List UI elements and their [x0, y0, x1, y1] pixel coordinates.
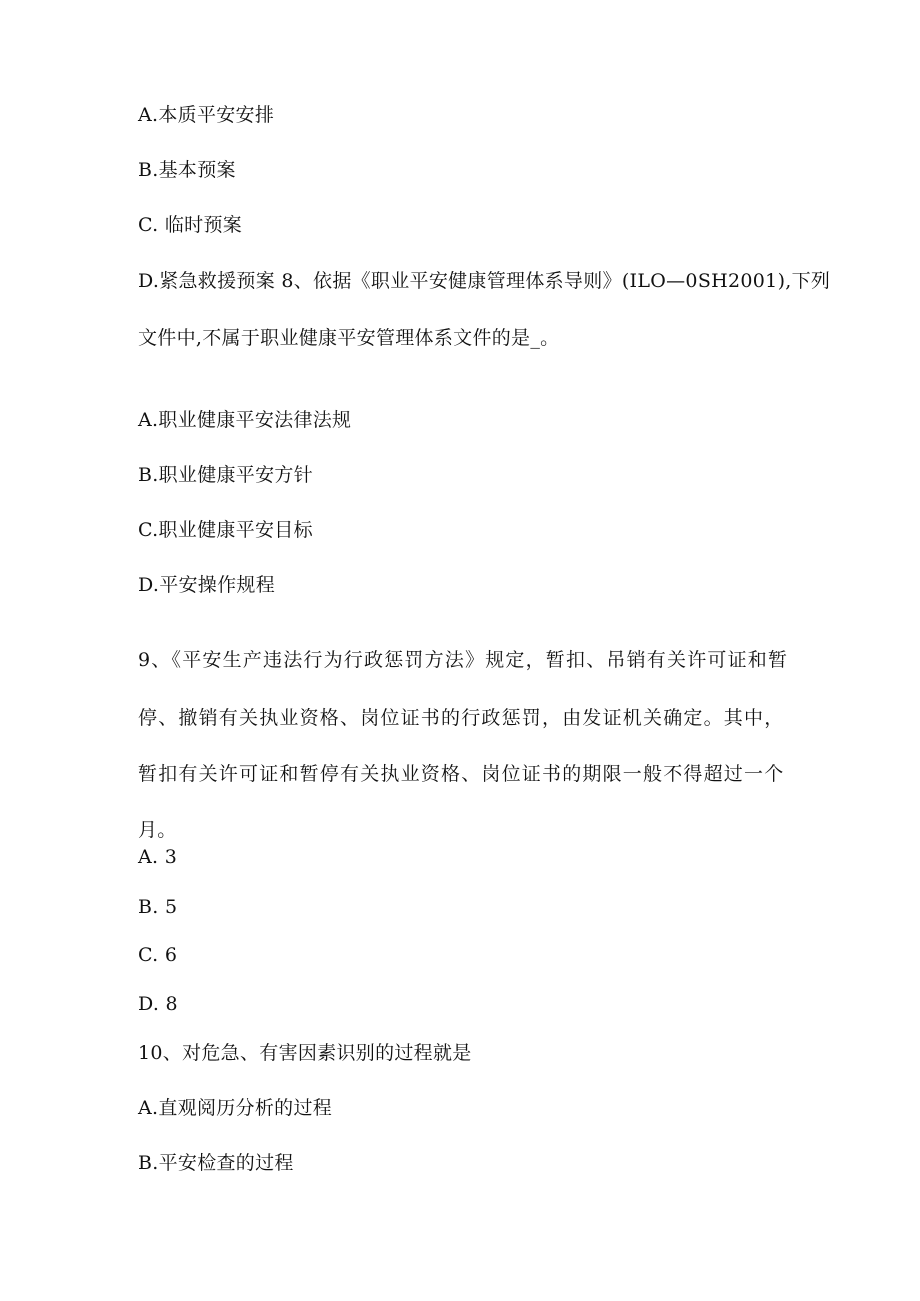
q8-option-c: C.职业健康平安目标 — [138, 519, 313, 541]
q10-option-a: A.直观阅历分析的过程 — [138, 1097, 333, 1119]
q7-option-a: A.本质平安安排 — [138, 104, 275, 126]
q7-option-c: C. 临时预案 — [138, 214, 243, 236]
q10-option-b: B.平安检查的过程 — [138, 1152, 294, 1174]
q8-option-d: D.平安操作规程 — [138, 574, 275, 596]
q8-stem-continued: 文件中,不属于职业健康平安管理体系文件的是_。 — [138, 327, 560, 349]
q7-option-b: B.基本预案 — [138, 159, 236, 181]
q9-option-b: B. 5 — [138, 896, 178, 918]
q9-stem-line-2: 停、撤销有关执业资格、岗位证书的行政惩罚，由发证机关确定。其中， — [138, 707, 785, 729]
q7-option-d-and-q8-stem: D.紧急救援预案 8、依据《职业平安健康管理体系导则》(ILO—0SH2001),下列 — [138, 270, 831, 292]
q9-stem-line-1: 9、《平安生产违法行为行政惩罚方法》规定，暂扣、吊销有关许可证和暂 — [138, 649, 789, 671]
q8-option-b: B.职业健康平安方针 — [138, 464, 314, 486]
q9-option-c: C. 6 — [138, 944, 178, 966]
q9-option-d: D. 8 — [138, 993, 178, 1015]
q9-stem-line-3: 暂扣有关许可证和暂停有关执业资格、岗位证书的期限一般不得超过一个 — [138, 763, 785, 785]
q9-stem-line-4: 月。 — [138, 819, 177, 841]
q9-option-a: A. 3 — [138, 846, 178, 868]
q8-option-a: A.职业健康平安法律法规 — [138, 409, 352, 431]
q10-stem: 10、对危急、有害因素识别的过程就是 — [138, 1042, 472, 1064]
